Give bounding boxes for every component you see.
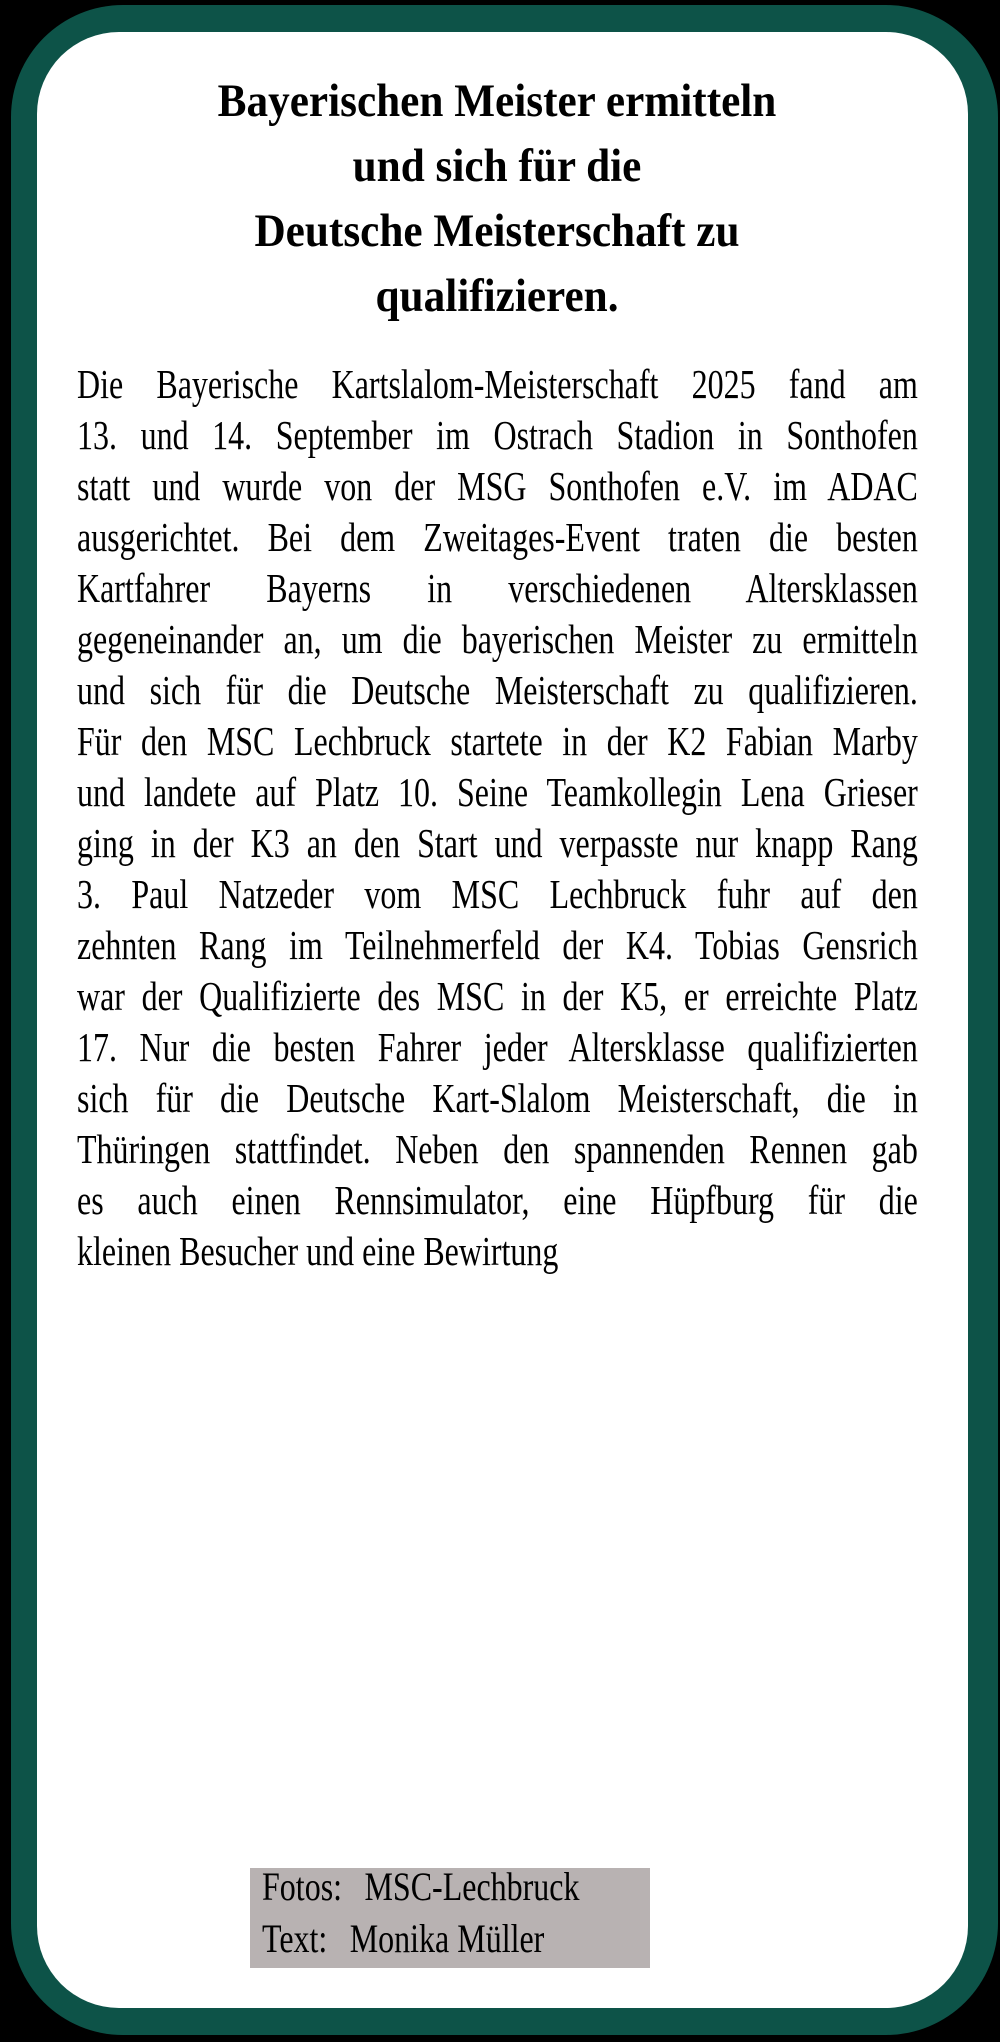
article-line: Thüringen stattfindet. Neben den spannenden Rennen gab <box>77 1126 918 1172</box>
article-line: Für den MSC Lechbruck startete in der K2 Fabian Marby <box>77 718 918 764</box>
title-line: Bayerischen Meister ermitteln <box>217 75 777 127</box>
article-line: war der Qualifizierte des MSC in der K5, er erreichte Platz <box>77 973 918 1019</box>
article-line: es auch einen Rennsimulator, eine Hüpfburg für die <box>77 1177 918 1223</box>
article-line: Kartfahrer Bayerns in verschiedenen Altersklassen <box>77 565 918 611</box>
article-line: sich für die Deutsche Kart-Slalom Meisterschaft, die in <box>77 1075 918 1121</box>
title-line: qualifizieren. <box>375 270 619 322</box>
article-line: und sich für die Deutsche Meisterschaft zu qualifizieren. <box>77 667 918 713</box>
credits-text-label: Text: <box>262 1916 328 1961</box>
article-line: ging in der K3 an den Start und verpasste nur knapp Rang <box>77 820 918 866</box>
credits-photos-row <box>262 1861 646 1913</box>
article-line: Die Bayerische Kartslalom-Meisterschaft 2025 fand am <box>77 361 918 407</box>
credits-photos-value: MSC-Lechbruck <box>364 1864 580 1909</box>
article-line: kleinen Besucher und eine Bewirtung <box>77 1228 559 1274</box>
article-line: und landete auf Platz 10. Seine Teamkollegin Lena Grieser <box>77 769 918 815</box>
credits-text-row <box>262 1913 646 1965</box>
article-line: ausgerichtet. Bei dem Zweitages-Event traten die besten <box>77 514 918 560</box>
article-title <box>77 69 918 329</box>
article-line: 17. Nur die besten Fahrer jeder Altersklasse qualifizierten <box>77 1024 918 1070</box>
article-line: statt und wurde von der MSG Sonthofen e.V. im ADAC <box>77 463 918 509</box>
article-line: gegeneinander an, um die bayerischen Meister zu ermitteln <box>77 616 918 662</box>
title-line: und sich für die <box>352 140 642 192</box>
credits-rows <box>262 1861 646 1965</box>
article-body <box>77 359 918 1277</box>
article-line: 13. und 14. September im Ostrach Stadion in Sonthofen <box>77 412 918 458</box>
article-line: 3. Paul Natzeder vom MSC Lechbruck fuhr auf den <box>77 871 918 917</box>
credits-box <box>250 1864 650 1968</box>
article-line: zehnten Rang im Teilnehmerfeld der K4. Tobias Gensrich <box>77 922 918 968</box>
credits-text-value: Monika Müller <box>349 1916 545 1961</box>
credits-photos-label: Fotos: <box>262 1864 343 1909</box>
title-line: Deutsche Meisterschaft zu <box>254 205 740 257</box>
